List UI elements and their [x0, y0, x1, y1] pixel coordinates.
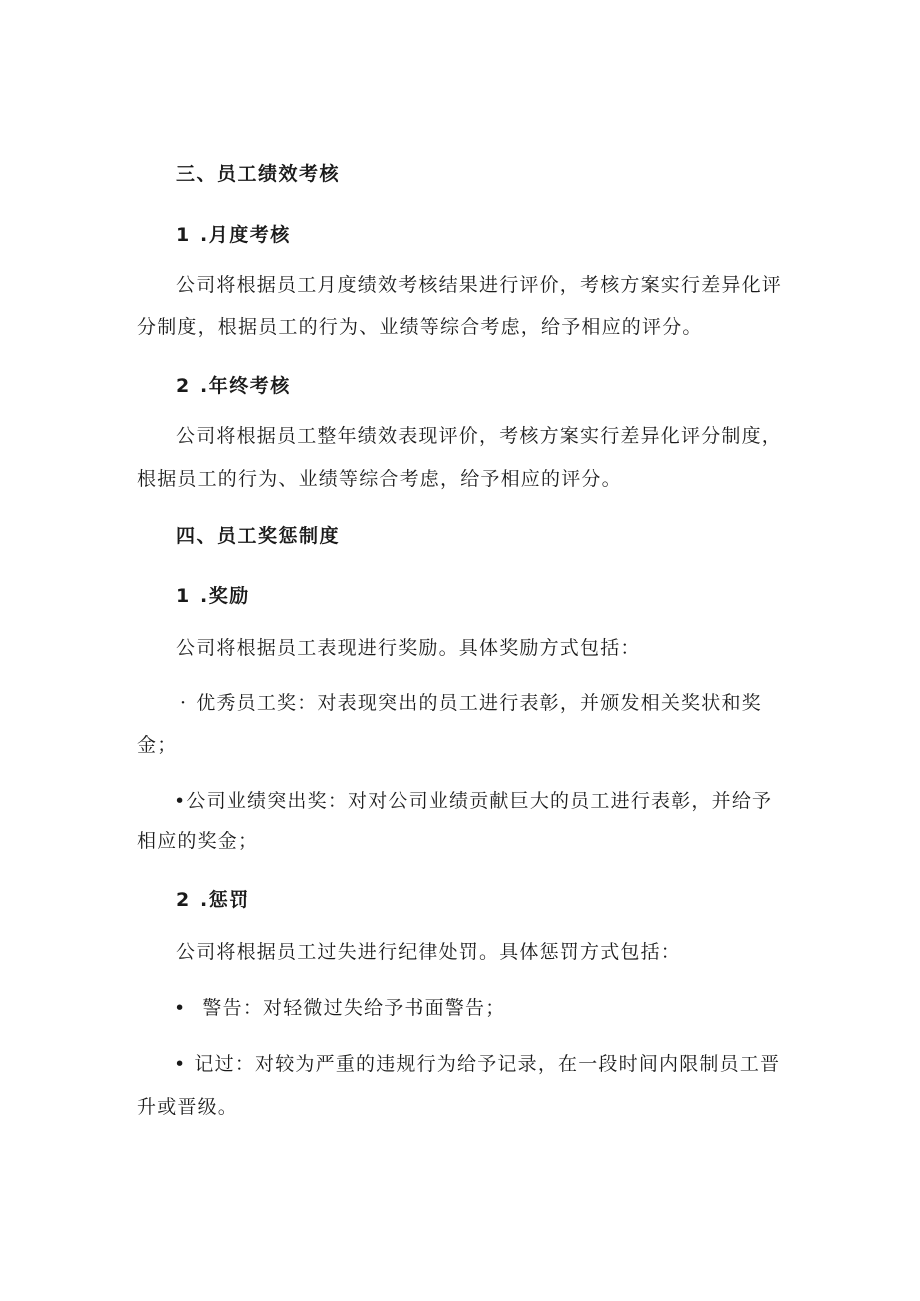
reward-intro: 公司将根据员工表现进行奖励。具体奖励方式包括： — [176, 637, 641, 659]
reward-title: .奖励 — [200, 585, 250, 607]
reward-item-1-line1 — [180, 691, 762, 715]
reward-item-1-text: 优秀员工奖：对表现突出的员工进行表彰，并颁发相关奖状和奖 — [196, 692, 762, 714]
reward-item-1-line2: 金； — [137, 734, 178, 756]
annual-review-paragraph-line1: 公司将根据员工整年绩效表现评价，考核方案实行差异化评分制度， — [176, 425, 783, 447]
annual-review-paragraph-line2: 根据员工的行为、业绩等综合考虑，给予相应的评分。 — [137, 468, 622, 490]
reward-item-2-line1 — [174, 789, 772, 813]
monthly-review-number: 1 — [176, 224, 191, 246]
bullet-dot: • — [174, 790, 187, 812]
section-three-heading: 三、员工绩效考核 — [176, 163, 341, 185]
reward-heading — [176, 584, 250, 608]
penalty-number: 2 — [176, 889, 191, 911]
penalty-item-2-line1 — [174, 1052, 780, 1076]
bullet-dot: · — [180, 692, 188, 714]
penalty-intro: 公司将根据员工过失进行纪律处罚。具体惩罚方式包括： — [176, 941, 682, 963]
monthly-review-title: .月度考核 — [200, 224, 291, 246]
penalty-item-1-text: 警告：对轻微过失给予书面警告； — [202, 997, 506, 1019]
penalty-heading — [176, 888, 250, 912]
reward-item-2-line2: 相应的奖金； — [137, 830, 259, 852]
monthly-review-paragraph-line1: 公司将根据员工月度绩效考核结果进行评价，考核方案实行差异化评 — [176, 274, 783, 296]
penalty-item-2-line2: 升或晋级。 — [137, 1096, 239, 1118]
reward-number: 1 — [176, 585, 191, 607]
annual-review-number: 2 — [176, 375, 191, 397]
section-four-heading: 四、员工奖惩制度 — [176, 525, 341, 547]
reward-item-2-text: 公司业绩突出奖：对对公司业绩贡献巨大的员工进行表彰，并给予 — [186, 790, 773, 812]
monthly-review-heading — [176, 223, 291, 247]
penalty-item-2-text: 记过：对较为严重的违规行为给予记录，在一段时间内限制员工晋 — [194, 1053, 781, 1075]
annual-review-heading — [176, 374, 291, 398]
penalty-item-1-line1 — [174, 996, 505, 1020]
annual-review-title: .年终考核 — [200, 375, 291, 397]
penalty-title: .惩罚 — [200, 889, 250, 911]
bullet-dot: • — [174, 997, 187, 1019]
bullet-dot: • — [174, 1053, 187, 1075]
monthly-review-paragraph-line2: 分制度，根据员工的行为、业绩等综合考虑，给予相应的评分。 — [137, 316, 703, 338]
